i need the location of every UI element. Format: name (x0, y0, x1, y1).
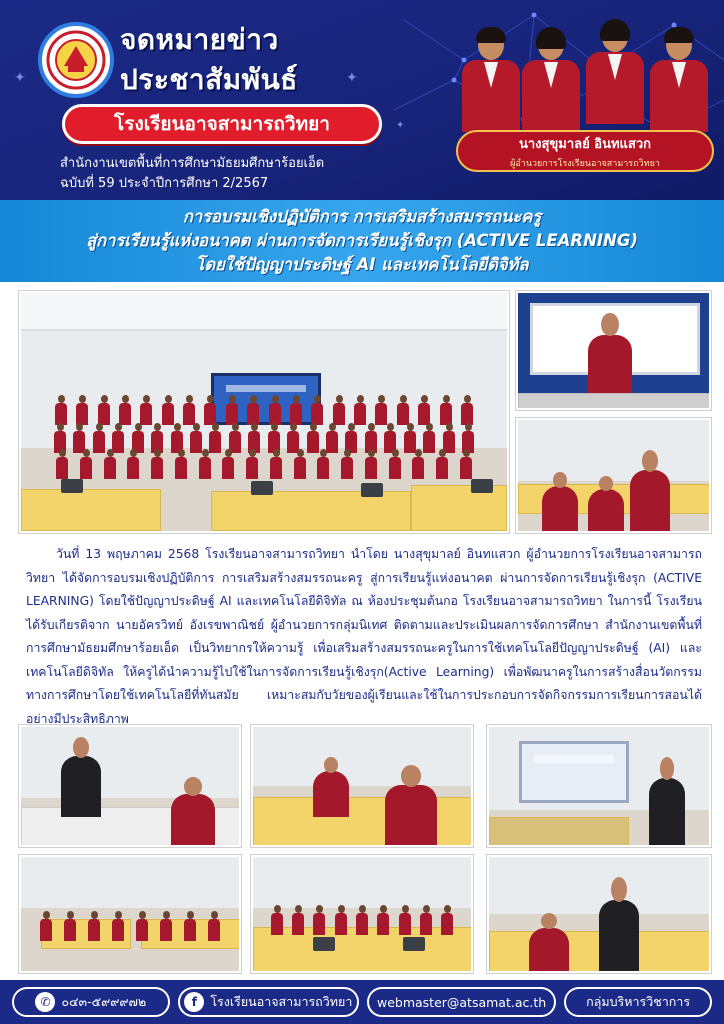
coaching-photo (487, 855, 711, 973)
issue-number: ฉบับที่ 59 ประจำปีการศึกษา 2/2567 (60, 176, 269, 191)
phone-contact[interactable] (12, 987, 170, 1017)
facebook-icon: f (184, 992, 204, 1012)
sparkle-icon: ✦ (346, 70, 358, 86)
laptop (361, 483, 383, 497)
director-portrait (584, 22, 646, 124)
speaker-photo (19, 725, 241, 847)
headline-band (0, 200, 724, 282)
department-name: กลุ่มบริหารวิชาการ (586, 994, 691, 1009)
education-office: สำนักงานเขตพื้นที่การศึกษามัธยมศึกษาร้อยเอ็ด (60, 156, 325, 171)
crowd-front-row (50, 445, 478, 479)
laptop (251, 481, 273, 495)
headline-line2: สู่การเรียนรู้แห่งอนาคต ผ่านการจัดการเรียนรู้เชิงรุก (ACTIVE LEARNING) (86, 231, 638, 250)
newsletter-title-line2: ประชาสัมพันธ์ (120, 63, 298, 96)
email-address: webmaster@atsamat.ac.th (376, 994, 547, 1010)
laptop (471, 479, 493, 493)
director-figure (588, 313, 632, 403)
group-photo (19, 291, 509, 533)
facebook-page: โรงเรียนอาจสามารถวิทยา (210, 994, 353, 1009)
training-table (211, 491, 411, 531)
workshop-photo (251, 725, 473, 847)
classroom-wide-photo (19, 855, 241, 973)
phone-icon: ✆ (35, 992, 55, 1012)
facebook-link[interactable] (178, 987, 359, 1017)
newsletter-header (0, 0, 724, 200)
newsletter-title-line1: จดหมายข่าว (120, 23, 279, 56)
staff-portrait (520, 30, 582, 132)
department-label (564, 987, 712, 1017)
director-position: ผู้อำนวยการโรงเรียนอาจสามารถวิทยา (510, 158, 660, 169)
article-body: วันที่ 13 พฤษภาคม 2568 โรงเรียนอาจสามารถวิทยา นำโดย นางสุขุมาลย์ อินทแสวก ผู้อำนวยการโรงเรียนอาจสามารถวิทยา ได้จัดการอบรมเชิงปฏิบัติการ การเสริมสร้างสมรรถนะครู สู่การเรียนรู้แห่งอนาคต ผ่านการจัดการเรียนรู้เชิงรุก (ACTIVE LEARNING) โดยใช้ปัญญาประดิษฐ์ AI และเทคโนโลยีดิจิทัล ณ ห้องประชุมต้นกอ โรงเรียนอาจสามารถวิทยา ในการนี้ โรงเรียนได้รับเกียรติจาก นายอัครวิทย์ อังเรขพาณิชย์ ผู้อำนวยการกลุ่มนิเทศ ติดตามและประเมินผลการจัดการศึกษา สำนักงานเขตพื้นที่การศึกษามัธยมศึกษาร้อยเอ็ด เป็นวิทยากรให้ความรู้ เพื่อเสริมสร้างสมรรถนะครูในการใช้เทคโนโลยีปัญญาประดิษฐ์ (AI) และ เทคโนโลยีดิจิทัล ให้ครูได้นำความรู้ไปใช้ในการจัดการเรียนรู้เชิงรุก(Active Learning) เพื่อพัฒนาครูในการสร้างสื่อนวัตกรรมทางการศึกษาโดยใช้เทคโนโลยีที่ทันสมัย เหมาะสมกับวัยของผู้เรียนและใช้ในการประกอบการจัดกิจกรรมการเรียนการสอนได้อย่างมีประสิทธิภาพ (26, 547, 702, 726)
headline-line3: โดยใช้ปัญญาประดิษฐ์ AI และเทคโนโลยีดิจิทัล (195, 255, 529, 274)
director-caption (456, 130, 714, 172)
staff-portrait (460, 30, 522, 132)
attendees-photo (516, 418, 711, 533)
school-name-badge: โรงเรียนอาจสามารถวิทยา (62, 104, 382, 144)
headline-line1: การอบรมเชิงปฏิบัติการ การเสริมสร้างสมรรถนะครู (182, 207, 542, 226)
director-name: นางสุขุมาลย์ อินทแสวก (518, 136, 652, 152)
email-link[interactable] (367, 987, 556, 1017)
director-speech-photo (516, 291, 711, 410)
presentation-photo (487, 725, 711, 847)
contact-footer (0, 980, 724, 1024)
staff-portrait (648, 30, 710, 132)
training-table (21, 489, 161, 531)
sparkle-icon: ✦ (14, 70, 26, 86)
school-logo (38, 22, 114, 98)
phone-number: ๐๔๓-๕๙๙๙๗๒ (61, 994, 147, 1009)
teachers-laptops-photo (251, 855, 473, 973)
laptop (61, 479, 83, 493)
sparkle-icon: ✦ (396, 120, 405, 131)
school-emblem-icon (46, 30, 106, 90)
